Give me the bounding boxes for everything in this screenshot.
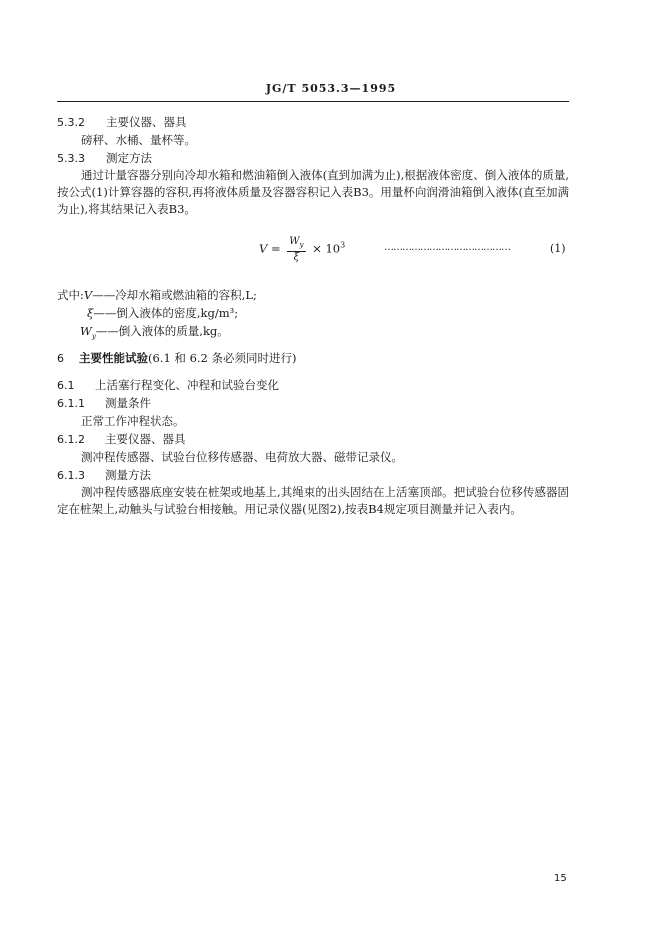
section-title: 主要仪器、器具: [106, 115, 187, 129]
formula-numerator: W: [289, 236, 300, 247]
section-6-1-3-heading: [57, 467, 151, 483]
formula-times: × 10: [312, 241, 341, 256]
section-number: 6.1.2: [57, 433, 85, 446]
formula-equals: =: [270, 241, 281, 256]
formula-denominator: ξ: [293, 252, 300, 263]
section-6-1-heading: [57, 377, 279, 393]
where-prefix: 式中:: [57, 288, 84, 302]
section-title: 上活塞行程变化、冲程和试验台变化: [95, 378, 279, 392]
section-title: 测量条件: [105, 396, 151, 410]
where-symbol: ξ: [87, 306, 94, 320]
section-5-3-3-heading: [57, 150, 152, 166]
where-symbol: V: [83, 288, 93, 302]
section-note: (6.1 和 6.2 条必须同时进行): [148, 351, 297, 365]
section-title: 测量方法: [105, 468, 151, 482]
document-code-header: JG/T 5053.3—1995: [265, 82, 397, 95]
page-number: 15: [554, 873, 567, 884]
where-line-2: [87, 305, 238, 321]
section-5-3-2-heading: [57, 114, 187, 130]
formula-fraction: [287, 236, 305, 263]
where-line-1: [57, 287, 257, 303]
section-5-3-2-content: 磅秤、水桶、量杯等。: [81, 133, 196, 147]
formula-label: (1): [550, 242, 566, 255]
where-symbol: W: [80, 324, 92, 338]
section-6-1-2-content: 测冲程传感器、试验台位移传感器、电荷放大器、磁带记录仪。: [81, 450, 403, 464]
section-number: 6.1.3: [57, 469, 85, 482]
where-line-3: [80, 323, 229, 340]
formula-numerator-sub: y: [299, 241, 304, 249]
formula-lhs: V: [259, 241, 268, 256]
formula-exponent: 3: [340, 240, 346, 250]
where-symbol-sub: y: [91, 332, 96, 341]
section-6-heading: [57, 350, 297, 366]
section-6-1-1-heading: [57, 395, 151, 411]
section-5-3-3-paragraph: 通过计量容器分别向冷却水箱和燃油箱倒入液体(直到加满为止),根据液体密度、倒入液体的质量,按公式(1)计算容器的容积,再将液体质量及容器容积记入表B3。用量杯向润滑油箱倒入液体(直至加满为止),将其结果记入表B3。: [57, 168, 569, 216]
where-text: ——冷却水箱或燃油箱的容积,L;: [92, 288, 257, 302]
formula-leader-dots: ……………………………………: [384, 242, 510, 253]
section-number: 6.1.1: [57, 397, 85, 410]
section-number: 6.1: [57, 379, 75, 392]
section-6-1-2-heading: [57, 431, 186, 447]
section-number: 5.3.2: [57, 116, 85, 129]
section-title: 主要仪器、器具: [105, 432, 186, 446]
section-title: 测定方法: [106, 151, 152, 165]
formula-1: [259, 236, 345, 263]
where-text: ——倒入液体的密度,kg/m³;: [93, 306, 239, 320]
section-title: 主要性能试验: [79, 351, 148, 365]
section-6-1-3-paragraph: 测冲程传感器底座安装在桩架或地基上,其绳束的出头固结在上活塞顶部。把试验台位移传感器固定在桩架上,动触头与试验台相接触。用记录仪器(见图2),按表B4规定项目测量并记入表内。: [57, 485, 569, 516]
section-number: 6: [57, 352, 64, 365]
header-rule: [57, 101, 569, 102]
section-number: 5.3.3: [57, 152, 85, 165]
section-6-1-1-content: 正常工作冲程状态。: [81, 414, 185, 428]
where-text: ——倒入液体的质量,kg。: [95, 324, 229, 338]
